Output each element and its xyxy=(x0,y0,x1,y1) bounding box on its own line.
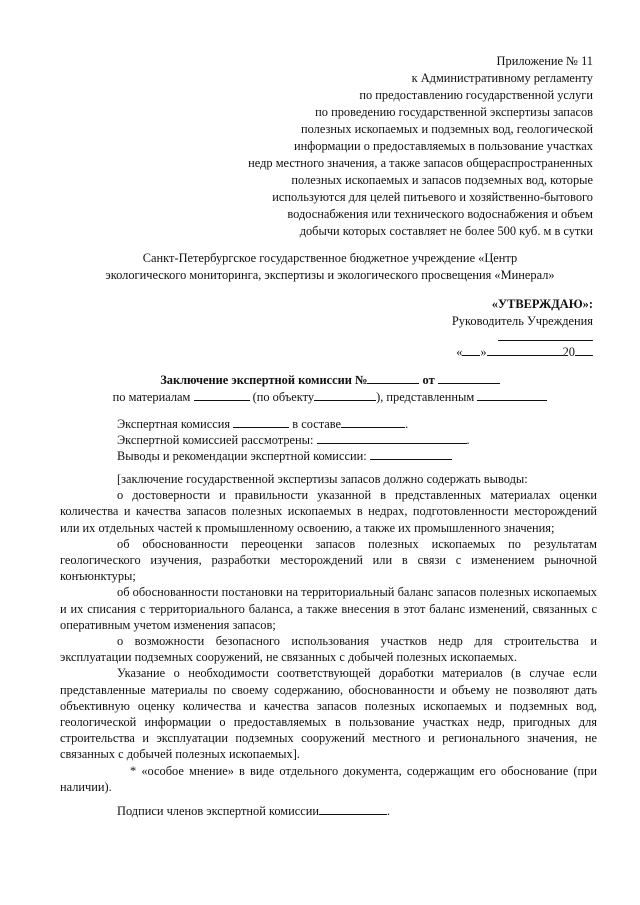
header-line: добычи которых составляет не более 500 куб. м в сутки xyxy=(299,224,593,238)
approval-title: «УТВЕРЖДАЮ»: xyxy=(491,297,593,311)
commission-composition: Экспертная комиссия в составе . xyxy=(117,417,409,431)
header-line: по проведению государственной экспертизы запасов xyxy=(315,105,593,119)
header-line: водоснабжения или технического водоснабжения и объем xyxy=(287,207,593,221)
appendix-header xyxy=(173,53,593,240)
commission-blank xyxy=(233,416,289,428)
header-line: используются для целей питьевого и хозяйственно-бытового xyxy=(272,190,593,204)
conclusion-title: Заключение экспертной комиссии № от xyxy=(60,372,600,388)
body-paragraph: [заключение государственной экспертизы запасов должно содержать выводы: xyxy=(117,472,528,486)
header-line: недр местного значения, а также запасов общераспространенных xyxy=(248,156,593,170)
conclusion-body xyxy=(60,471,597,795)
header-line: по предоставлению государственной услуги xyxy=(359,88,593,102)
reviewed-blank xyxy=(317,432,467,444)
conclusions-blank xyxy=(370,448,452,460)
body-paragraph: о возможности безопасного использования участков недр для строительства и эксплуатации подземных сооружений, не связанных с добычей полезных ископаемых. xyxy=(60,634,597,665)
materials-blank xyxy=(194,389,250,401)
body-paragraph: об обоснованности постановки на территориальный баланс запасов полезных ископаемых и их списания с территориального баланса, а также внесения в этот баланс изменений, связанных с оперативным учетом изменения запасов; xyxy=(60,585,597,632)
header-line: Приложение № 11 xyxy=(496,54,593,68)
organization-name xyxy=(60,250,600,284)
presented-blank xyxy=(477,389,547,401)
organization-line: Санкт-Петербургское государственное бюджетное учреждение «Центр xyxy=(142,251,518,265)
year-blank xyxy=(575,344,593,356)
day-blank xyxy=(462,344,480,356)
organization-line: экологического мониторинга, экспертизы и экологического просвещения «Минерал» xyxy=(105,268,555,282)
object-blank xyxy=(314,389,376,401)
commission-reviewed: Экспертной комиссией рассмотрены: . xyxy=(117,433,470,448)
approval-block xyxy=(373,296,593,361)
date-blank xyxy=(438,372,500,384)
composition-blank xyxy=(341,416,405,428)
month-blank xyxy=(487,344,563,356)
body-paragraph: * «особое мнение» в виде отдельного документа, содержащим его обоснование (при наличии). xyxy=(60,763,597,794)
header-line: полезных ископаемых и подземных вод, геологической xyxy=(301,122,593,136)
commission-block xyxy=(117,416,597,465)
signature-line xyxy=(498,330,593,341)
body-paragraph: об обоснованности переоценки запасов полезных ископаемых по результатам геологического изучения, разработки месторождений или в связи с изменением рыночной конъюнктуры; xyxy=(60,536,597,584)
approval-role: Руководитель Учреждения xyxy=(451,314,593,328)
signatures-blank xyxy=(319,803,387,815)
header-line: полезных ископаемых и запасов подземных вод, которые xyxy=(291,173,593,187)
approval-date: « » 20 xyxy=(373,344,593,361)
header-line: информации о предоставляемых в пользование участках xyxy=(294,139,593,153)
commission-conclusions: Выводы и рекомендации экспертной комиссии: xyxy=(117,448,597,464)
body-paragraph: Указание о необходимости соответствующей доработки материалов (в случае если представленные материалы по своему содержанию, обоснованности и объему не позволяют дать объективную оценку количества и качества запасов полезных ископаемых и подземных вод, геологической информации о предоставляемых в пользование участках недр, пригодных для строительства и эксплуатации подземных сооружений местного и регионального значения, не связанных с добычей полезных ископаемых]. xyxy=(60,666,597,762)
number-blank xyxy=(367,372,419,384)
signature-line: Подписи членов экспертной комиссии . xyxy=(117,804,391,818)
materials-line: по материалам (по объекту ), представленным xyxy=(60,389,600,405)
header-line: к Административному регламенту xyxy=(411,71,593,85)
body-paragraph: о достоверности и правильности указанной в представленных материалах оценки количества и качества запасов полезных ископаемых в недрах, подготовленности месторождений или их отдельных частей к промышленному освоению, а также их промышленного значения; xyxy=(60,488,597,535)
